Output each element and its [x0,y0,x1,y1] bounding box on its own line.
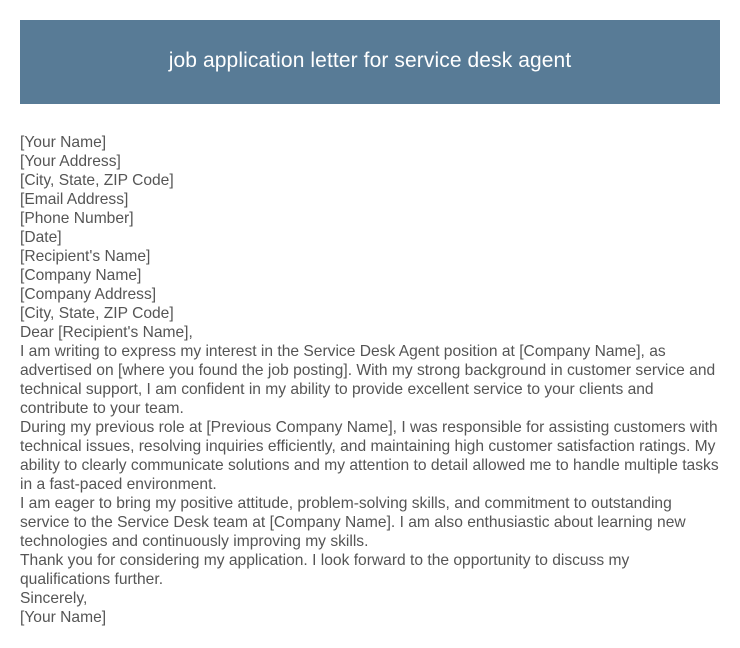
recipient-company: [Company Name] [20,267,142,284]
letter-body [20,133,720,627]
body-paragraph-intro: I am writing to express my interest in the Service Desk Agent position at [Company Name], as advertised on [where you found the job posting]. With my strong background in customer service and technical support, I am confident in my ability to provide excellent service to your clients and contribute to your team. [20,343,716,417]
recipient-city-state-zip: [City, State, ZIP Code] [20,305,174,322]
sender-email: [Email Address] [20,191,129,208]
signature: [Your Name] [20,609,107,626]
sender-phone: [Phone Number] [20,210,134,227]
body-paragraph-experience: During my previous role at [Previous Company Name], I was responsible for assisting customers with technical issues, resolving inquiries efficiently, and maintaining high customer satisfaction ratings. My ability to clearly communicate solutions and my attention to detail allowed me to handle multiple tasks in a fast-paced environment. [20,419,719,493]
page-title: job application letter for service desk agent [168,49,572,72]
sender-name: [Your Name] [20,134,107,151]
sender-city-state-zip: [City, State, ZIP Code] [20,172,174,189]
recipient-name: [Recipient's Name] [20,248,151,265]
letter-date: [Date] [20,229,62,246]
recipient-company-address: [Company Address] [20,286,157,303]
salutation: Dear [Recipient's Name], [20,324,193,341]
closing: Sincerely, [20,590,88,607]
title-banner [20,20,720,104]
sender-address: [Your Address] [20,153,121,170]
body-paragraph-thanks: Thank you for considering my application. I look forward to the opportunity to discuss my qualifications further. [20,552,630,588]
body-paragraph-motivation: I am eager to bring my positive attitude, problem-solving skills, and commitment to outstanding service to the Service Desk team at [Company Name]. I am also enthusiastic about learning new technologies and continuously improving my skills. [20,495,686,550]
